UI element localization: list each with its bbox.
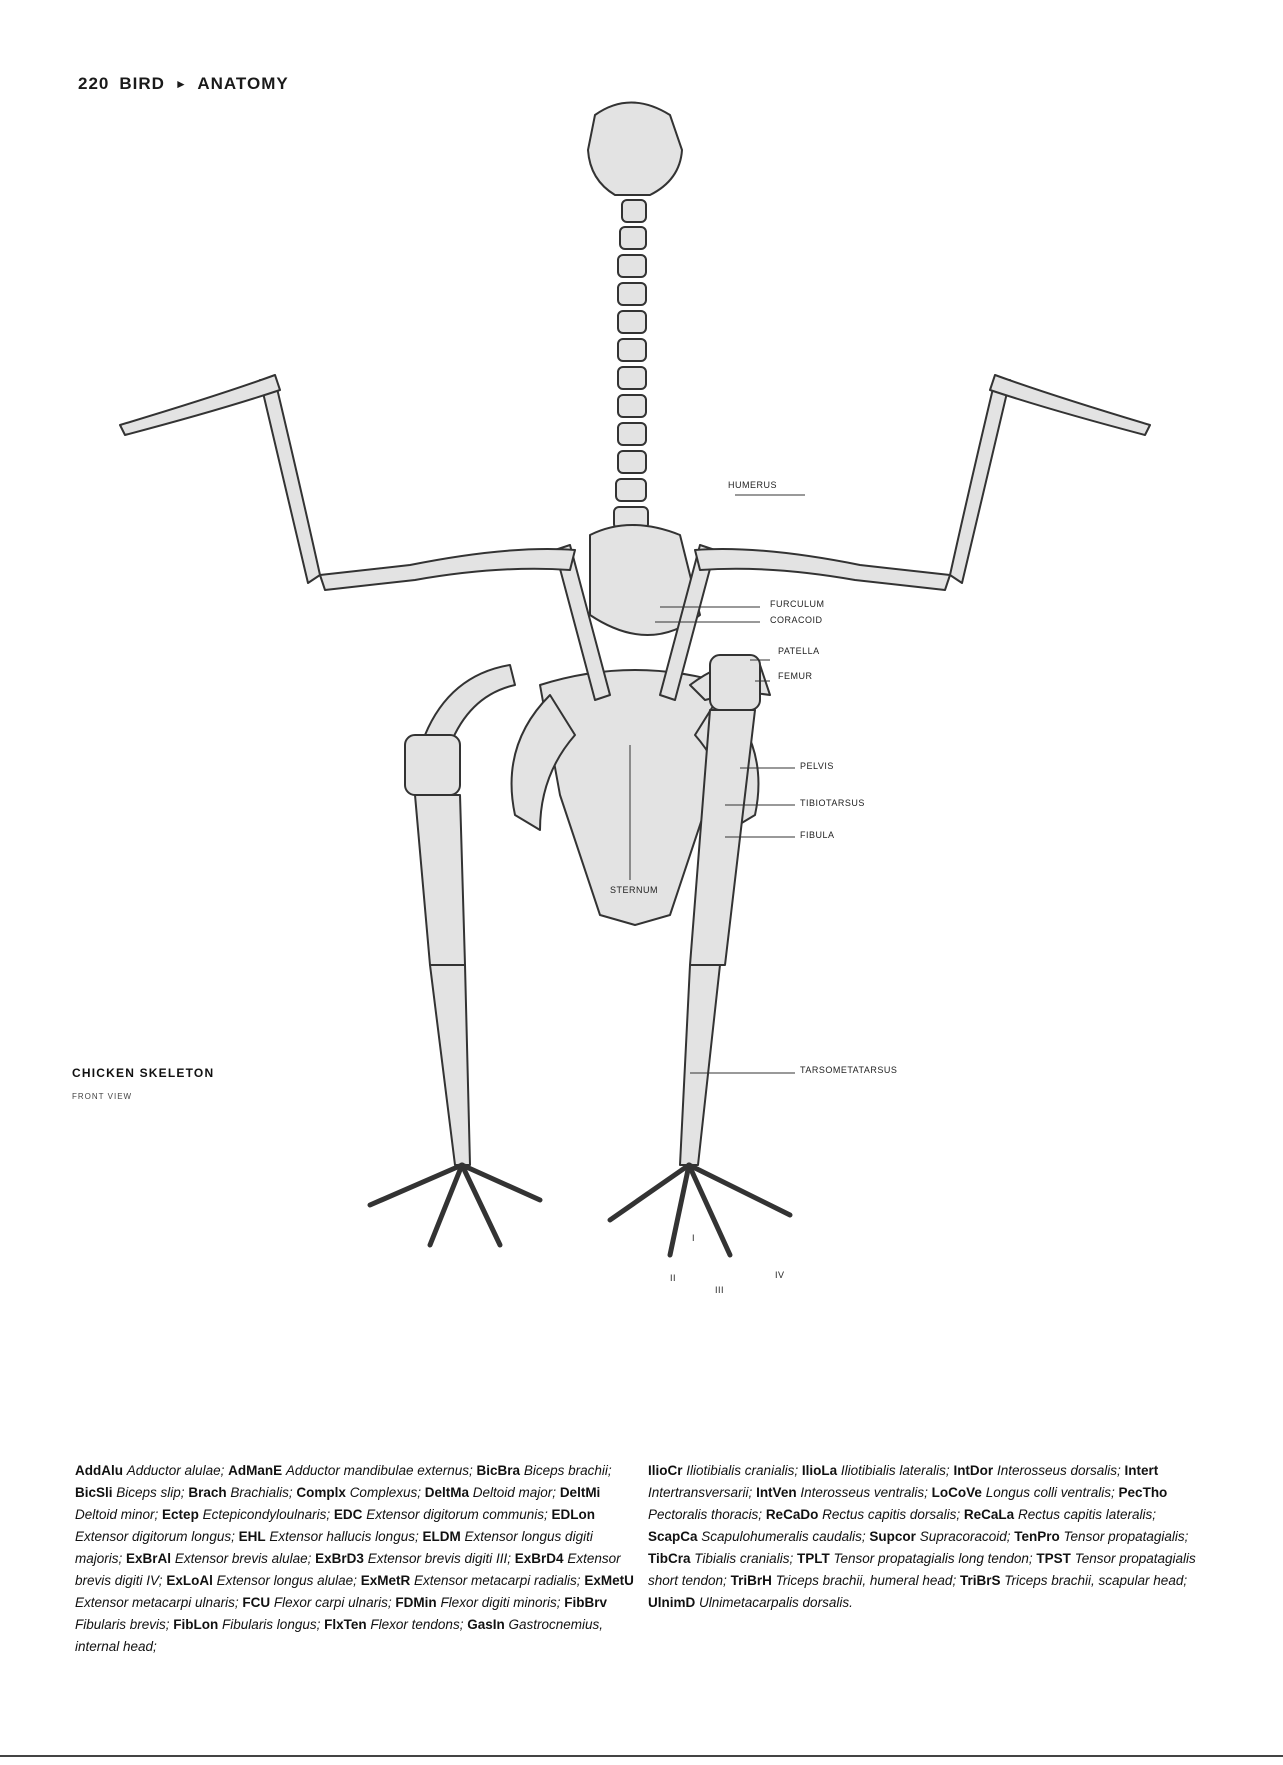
section-title: BIRD xyxy=(119,74,165,93)
label-pelvis: PELVIS xyxy=(800,761,834,771)
humerus-right xyxy=(695,549,950,590)
forearm-left xyxy=(260,380,320,583)
label-tibiotarsus: TIBIOTARSUS xyxy=(800,798,865,808)
legend-item: FCU Flexor carpi ulnaris; xyxy=(242,1595,392,1610)
legend-item: Ectep Ectepicondyloulnaris; xyxy=(162,1507,331,1522)
figure-caption-subtitle: FRONT VIEW xyxy=(72,1092,133,1101)
legend-item: Supcor Supracoracoid; xyxy=(869,1529,1011,1544)
legend-item: GasIn Gastrocnemius, internal head; xyxy=(75,1617,604,1654)
legend-item: FlxTen Flexor tendons; xyxy=(324,1617,464,1632)
legend-item: TenPro Tensor propatagialis; xyxy=(1014,1529,1189,1544)
label-furculum: FURCULUM xyxy=(770,599,825,609)
bottom-rule xyxy=(0,1755,1283,1757)
legend-item: ExBrAl Extensor brevis alulae; xyxy=(126,1551,312,1566)
legend-item: ExMetU Extensor metacarpi ulnaris; xyxy=(75,1573,634,1610)
breadcrumb-arrow-icon: ► xyxy=(174,77,188,91)
label-toe-4: IV xyxy=(775,1270,785,1280)
foot-left xyxy=(370,1165,540,1245)
label-patella: PATELLA xyxy=(778,646,820,656)
legend-item: PecTho Pectoralis thoracis; xyxy=(648,1485,1168,1522)
legend-item: ExMetR Extensor metacarpi radialis; xyxy=(360,1573,581,1588)
legend-item: BicBra Biceps brachii; xyxy=(476,1463,612,1478)
legend-item: TPST Tensor propatagialis short tendon; xyxy=(648,1551,1196,1588)
label-sternum: STERNUM xyxy=(610,885,658,895)
cervical-vertebrae xyxy=(614,200,648,529)
legend-item: AddAlu Adductor alulae; xyxy=(75,1463,225,1478)
legend-item: Brach Brachialis; xyxy=(188,1485,293,1500)
legend-item: IntDor Interosseus dorsalis; xyxy=(953,1463,1121,1478)
hand-left xyxy=(120,375,280,435)
legend-item: LoCoVe Longus colli ventralis; xyxy=(931,1485,1115,1500)
legend-item: AdManE Adductor mandibulae externus; xyxy=(228,1463,473,1478)
legend-item: ScapCa Scapulohumeralis caudalis; xyxy=(648,1529,866,1544)
label-tarsometatarsus: TARSOMETATARSUS xyxy=(800,1065,898,1075)
femur-left xyxy=(425,665,515,745)
legend-item: DeltMi Deltoid minor; xyxy=(75,1485,601,1522)
legend-item: IntVen Interosseus ventralis; xyxy=(756,1485,928,1500)
legend-item: FibLon Fibularis longus; xyxy=(173,1617,321,1632)
legend-item: IlioLa Iliotibialis lateralis; xyxy=(801,1463,950,1478)
foot-right xyxy=(610,1165,790,1255)
legend-item: DeltMa Deltoid major; xyxy=(424,1485,557,1500)
label-toe-3: III xyxy=(715,1285,725,1295)
legend-item: ExBrD4 Extensor brevis digiti IV; xyxy=(75,1551,621,1588)
tarsometatarsus-left xyxy=(430,965,470,1165)
legend-item: UlnimD Ulnimetacarpalis dorsalis. xyxy=(648,1595,853,1610)
legend-item: EDLon Extensor digitorum longus; xyxy=(75,1507,596,1544)
skeleton-illustration xyxy=(70,95,1220,1400)
subsection-title: ANATOMY xyxy=(197,74,289,93)
label-femur: FEMUR xyxy=(778,671,813,681)
legend-item: ExBrD3 Extensor brevis digiti III; xyxy=(315,1551,512,1566)
legend-item: IlioCr Iliotibialis cranialis; xyxy=(648,1463,799,1478)
page-header xyxy=(78,74,289,94)
legend-item: Complx Complexus; xyxy=(296,1485,421,1500)
knee-left xyxy=(405,735,460,795)
chicken-skeleton-figure xyxy=(70,95,1220,1400)
label-humerus: HUMERUS xyxy=(728,480,778,490)
label-toe-2: II xyxy=(670,1273,677,1283)
legend-item: FibBrv Fibularis brevis; xyxy=(75,1595,607,1632)
legend-item: ReCaDo Rectus capitis dorsalis; xyxy=(765,1507,961,1522)
legend-item: ELDM Extensor longus digiti majoris; xyxy=(75,1529,593,1566)
page-number: 220 xyxy=(78,74,110,93)
legend-item: TibCra Tibialis cranialis; xyxy=(648,1551,794,1566)
patella-right xyxy=(710,655,760,710)
label-toe-1: I xyxy=(692,1233,696,1243)
legend-item: ExLoAl Extensor longus alulae; xyxy=(166,1573,357,1588)
figure-caption-title: CHICKEN SKELETON xyxy=(72,1066,215,1080)
humerus-left xyxy=(320,549,575,590)
legend-item: Intert Intertransversarii; xyxy=(648,1463,1159,1500)
legend-item: BicSli Biceps slip; xyxy=(75,1485,185,1500)
legend-item: TriBrS Triceps brachii, scapular head; xyxy=(959,1573,1188,1588)
legend-item: EHL Extensor hallucis longus; xyxy=(238,1529,419,1544)
tibiotarsus-left xyxy=(415,795,465,965)
legend-item: EDC Extensor digitorum communis; xyxy=(333,1507,548,1522)
legend-column-left xyxy=(75,1460,635,1658)
legend-item: TriBrH Triceps brachii, humeral head; xyxy=(730,1573,957,1588)
hand-right xyxy=(990,375,1150,435)
label-fibula: FIBULA xyxy=(800,830,835,840)
legend-item: TPLT Tensor propatagialis long tendon; xyxy=(796,1551,1033,1566)
legend-item: FDMin Flexor digiti minoris; xyxy=(395,1595,561,1610)
legend-item: ReCaLa Rectus capitis lateralis; xyxy=(963,1507,1157,1522)
tarsometatarsus-right xyxy=(680,965,720,1165)
label-coracoid: CORACOID xyxy=(770,615,823,625)
forearm-right xyxy=(950,380,1010,583)
skull xyxy=(588,103,682,196)
legend-column-right xyxy=(648,1460,1208,1614)
